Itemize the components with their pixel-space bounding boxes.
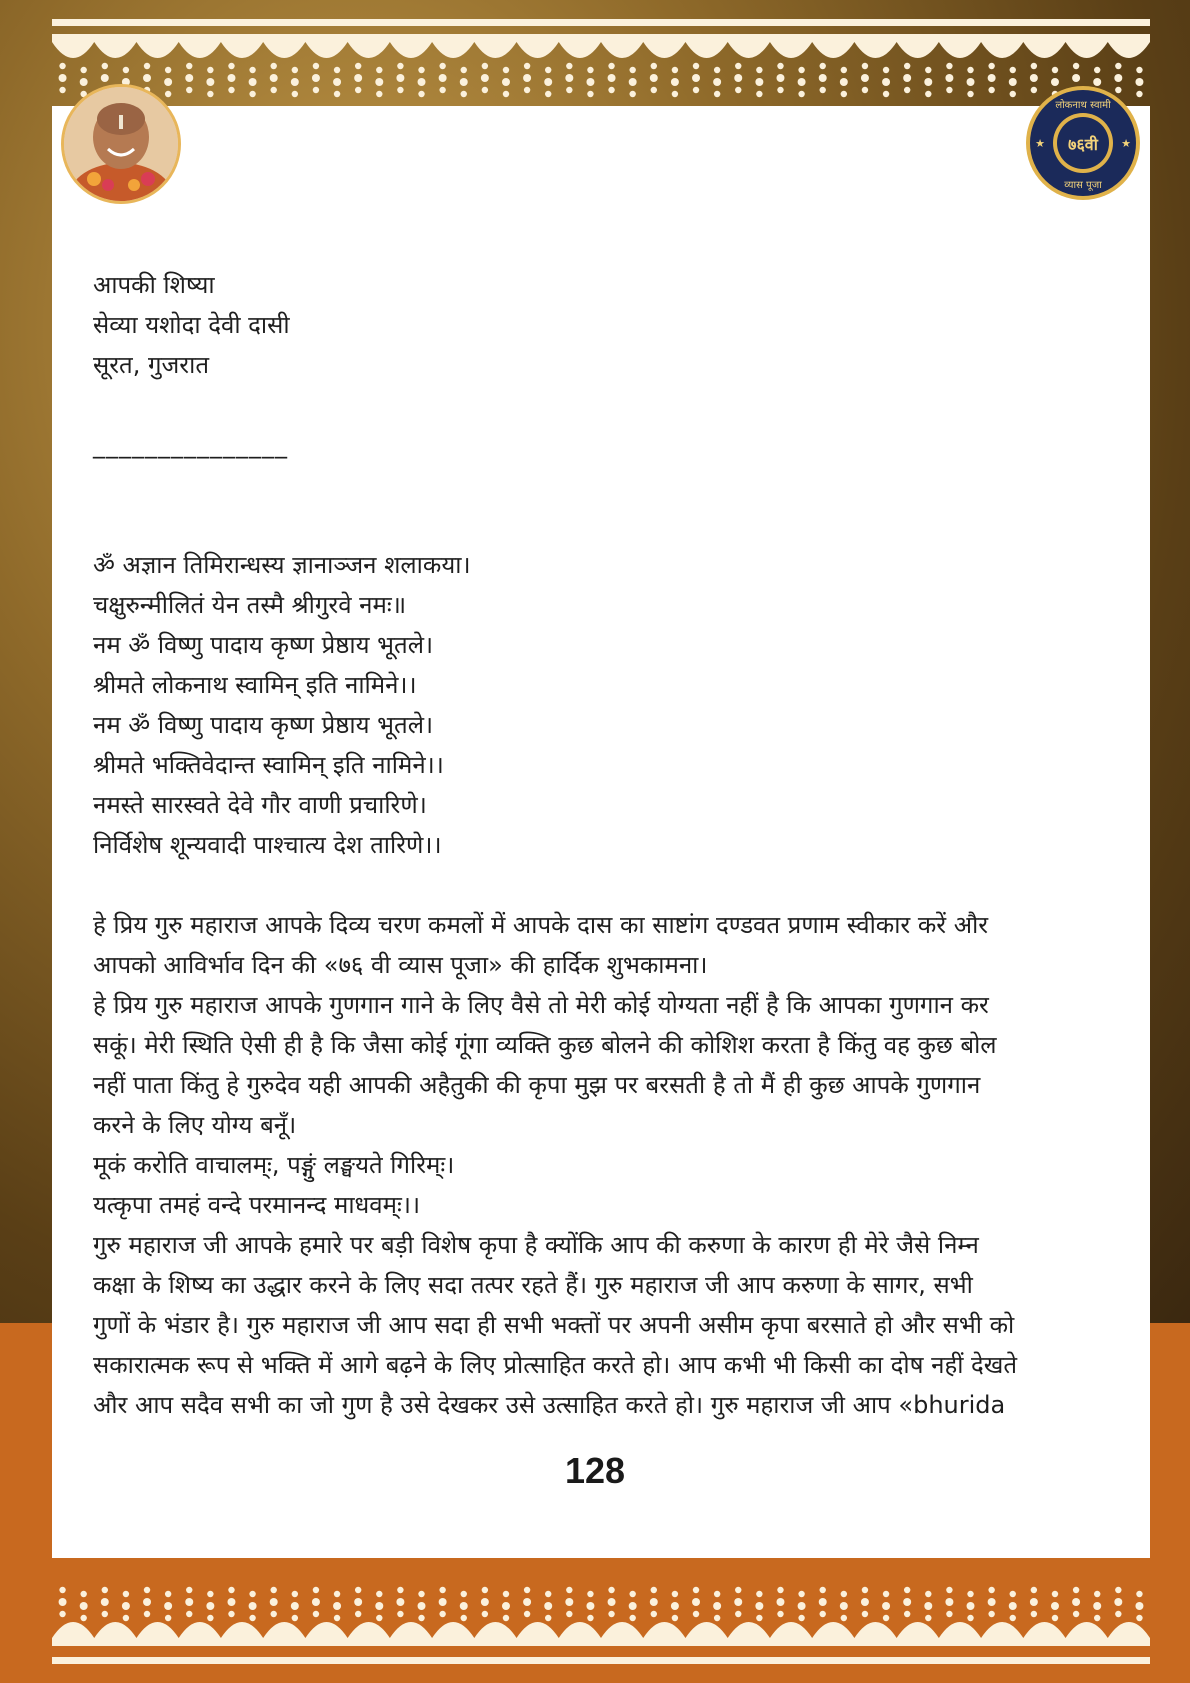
body-line: हे प्रिय गुरु महाराज आपके गुणगान गाने के लिए वैसे तो मेरी कोई योग्यता नहीं है कि आपका गुणगान कर — [93, 991, 989, 1019]
mantra-line: नम ॐ विष्णु पादाय कृष्ण प्रेष्ठाय भूतले। — [93, 631, 434, 659]
bottom-dot-border — [52, 1582, 1150, 1622]
body-line: मूकं करोति वाचालम्ः, पङ्गुं लङ्घयते गिरिम्ः। — [93, 1151, 455, 1179]
page-number: 128 — [564, 1450, 626, 1491]
spacer — [93, 865, 1103, 905]
bottom-scallop-border — [52, 1620, 1150, 1638]
letter-content — [93, 265, 1103, 1425]
body-line: हे प्रिय गुरु महाराज आपके दिव्य चरण कमलों में आपके दास का साष्टांग दण्डवत प्रणाम स्वीकार करें और — [93, 911, 989, 939]
mantra-line: ॐ अज्ञान तिमिरान्धस्य ज्ञानाञ्जन शलाकया। — [93, 551, 471, 579]
body-line: गुरु महाराज जी आपके हमारे पर बड़ी विशेष कृपा है क्योंकि आप की करुणा के कारण ही मेरे जैसे निम्न — [93, 1231, 979, 1259]
separator-line: _______________ — [93, 431, 288, 459]
vyasa-puja-emblem — [1024, 84, 1142, 202]
star-icon: ★ — [1035, 137, 1045, 150]
mantra-line: नम ॐ विष्णु पादाय कृष्ण प्रेष्ठाय भूतले। — [93, 711, 434, 739]
mantra-line: निर्विशेष शून्यवादी पाश्चात्य देश तारिणे।। — [93, 831, 442, 859]
mantra-line: श्रीमते भक्तिवेदान्त स्वामिन् इति नामिने।। — [93, 751, 444, 779]
body-line: करने के लिए योग्य बनूँ। — [93, 1111, 297, 1139]
signature-line: आपकी शिष्या — [93, 271, 215, 299]
emblem-bottom-text: व्यास पूजा — [1064, 180, 1102, 191]
body-line: गुणों के भंडार है। गुरु महाराज जी आप सदा ही सभी भक्तों पर अपनी असीम कृपा बरसाते हो और सभी को — [93, 1311, 1015, 1339]
top-border-band — [52, 34, 1150, 42]
emblem-top-text: लोकनाथ स्वामी — [1055, 100, 1111, 111]
guru-portrait — [61, 84, 181, 204]
bottom-border-line — [52, 1657, 1150, 1664]
bottom-border-band — [52, 1638, 1150, 1646]
body-line: कक्षा के शिष्य का उद्धार करने के लिए सदा तत्पर रहते हैं। गुरु महाराज जी आप करुणा के सागर, सभी — [93, 1271, 973, 1299]
signature-location: सूरत, गुजरात — [93, 351, 210, 379]
body-line: सकारात्मक रूप से भक्ति में आगे बढ़ने के लिए प्रोत्साहित करते हो। आप कभी भी किसी का दोष नहीं देखते — [93, 1351, 1018, 1379]
letter-body — [93, 905, 1103, 1425]
star-icon: ★ — [1121, 137, 1131, 150]
mantra-line: चक्षुरुन्मीलितं येन तस्मै श्रीगुरवे नमः॥ — [93, 591, 407, 619]
top-border-line — [52, 19, 1150, 26]
body-line: सकूं। मेरी स्थिति ऐसी ही है कि जैसा कोई गूंगा व्यक्ति कुछ बोलने की कोशिश करता है किंतु वह कुछ बोल — [93, 1031, 997, 1059]
emblem-center-text: ७६वी — [1068, 135, 1098, 154]
body-line: और आप सदैव सभी का जो गुण है उसे देखकर उसे उत्साहित करते हो। गुरु महाराज जी आप «bhurida — [93, 1391, 1006, 1419]
body-line: नहीं पाता किंतु हे गुरुदेव यही आपकी अहैतुकी की कृपा मुझ पर बरसती है तो मैं ही कुछ आपके गुणगान — [93, 1071, 981, 1099]
mantra-line: नमस्ते सारस्वते देवे गौर वाणी प्रचारिणे। — [93, 791, 427, 819]
top-dot-border — [52, 58, 1150, 100]
spacer — [93, 465, 1103, 545]
body-line: यत्कृपा तमहं वन्दे परमानन्द माधवम्ः।। — [93, 1191, 421, 1219]
portrait-icon — [64, 87, 178, 201]
body-line: आपको आविर्भाव दिन की «७६ वी व्यास पूजा» की हार्दिक शुभकामना। — [93, 951, 708, 979]
spacer — [93, 385, 1103, 425]
mantra-block — [93, 545, 1103, 865]
mantra-line: श्रीमते लोकनाथ स्वामिन् इति नामिने।। — [93, 671, 417, 699]
signature-block — [93, 265, 1103, 385]
signature-name: सेव्या यशोदा देवी दासी — [93, 311, 290, 339]
